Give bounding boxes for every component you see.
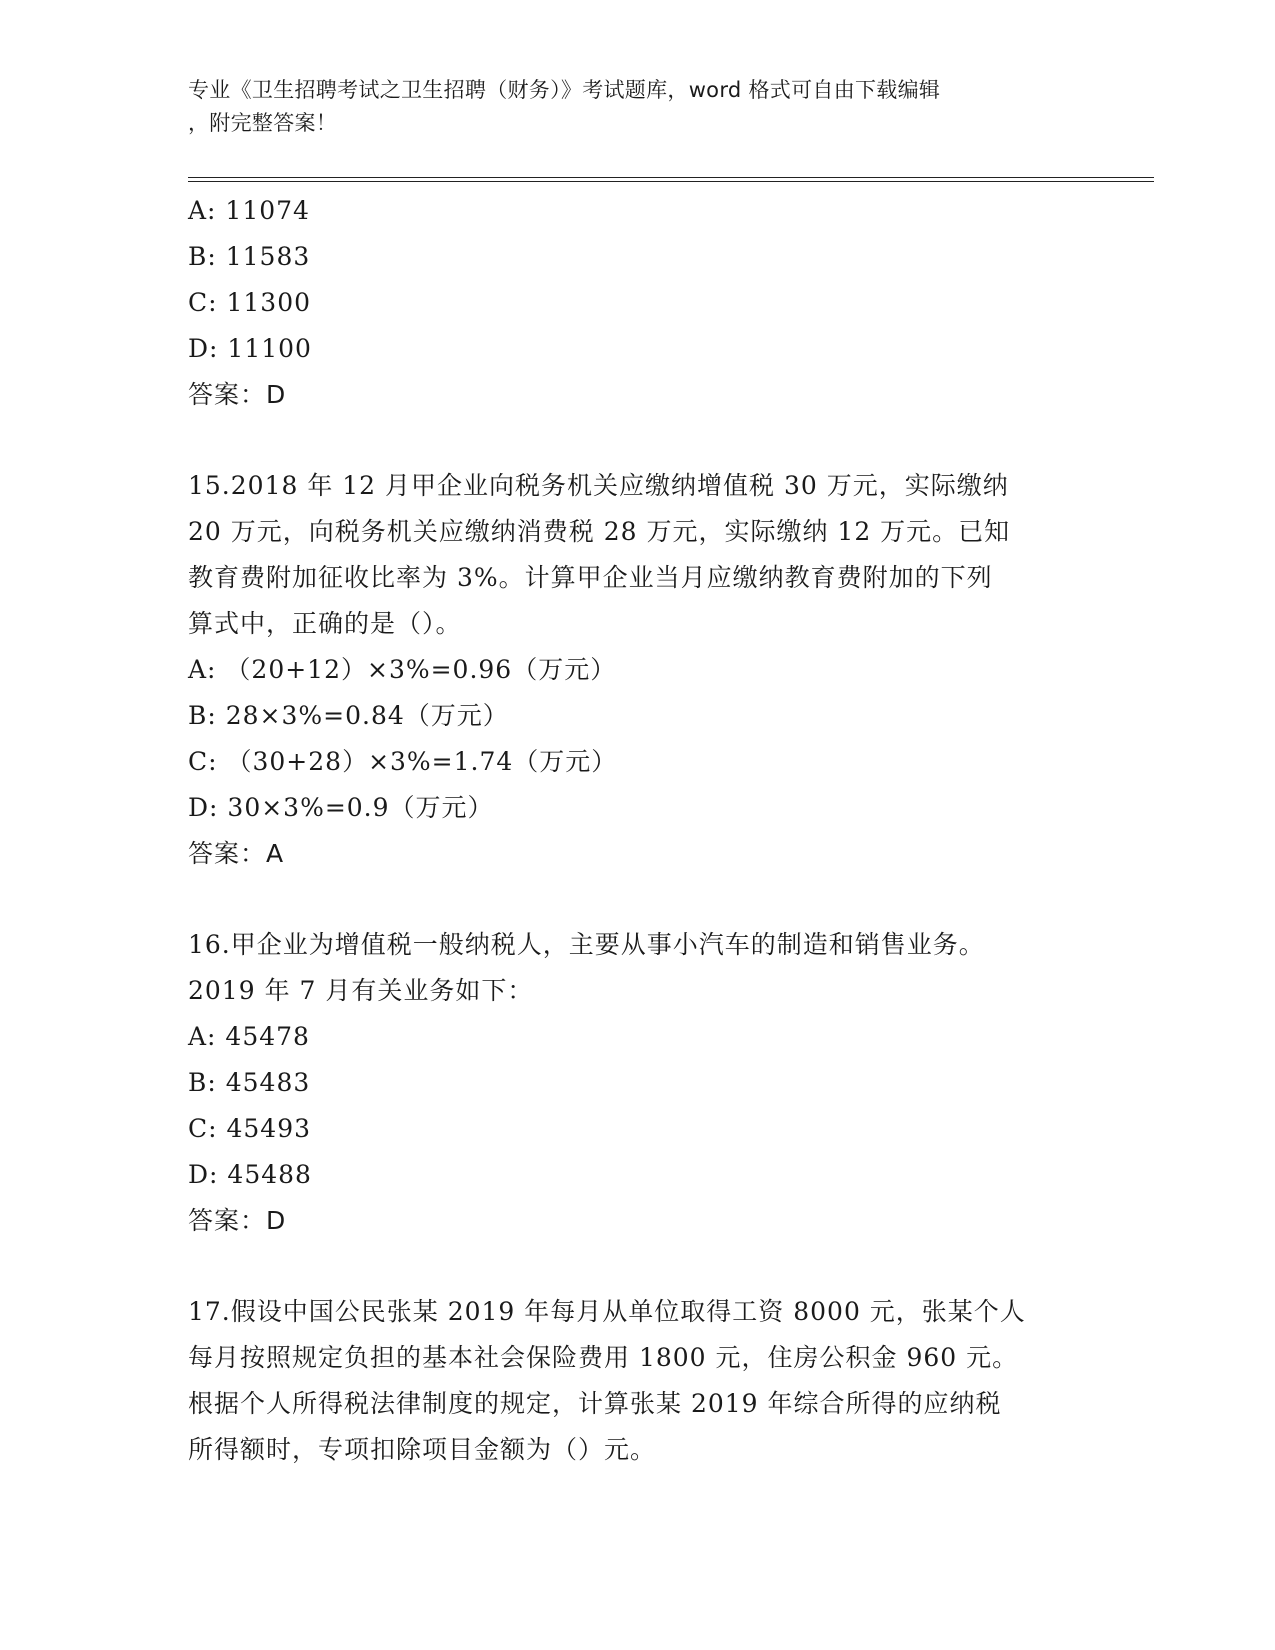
question-text-line: 每月按照规定负担的基本社会保险费用 1800 元，住房公积金 960 元。 [188, 1343, 1019, 1372]
question-16-stem [188, 922, 1088, 1014]
question-text-line: 15.2018 年 12 月甲企业向税务机关应缴纳增值税 30 万元，实际缴纳 [188, 471, 1009, 500]
question-15-options [188, 647, 1088, 831]
option-d: D: 45488 [188, 1160, 312, 1189]
question-17-stem [188, 1289, 1088, 1473]
question-text-line: 2019 年 7 月有关业务如下： [188, 976, 534, 1005]
option-c: C: （30+28）×3%=1.74（万元） [188, 747, 618, 776]
header-divider-top [188, 177, 1154, 178]
option-d: D: 30×3%=0.9（万元） [188, 793, 494, 822]
option-c: C: 45493 [188, 1114, 312, 1143]
header-line-2: ，附完整答案！ [188, 111, 338, 135]
question-15-stem [188, 463, 1088, 647]
question-14-options [188, 188, 1088, 372]
option-b: B: 45483 [188, 1068, 311, 1097]
question-content [188, 188, 1088, 1473]
question-text-line: 算式中，正确的是（）。 [188, 609, 462, 638]
spacer [188, 1244, 1088, 1289]
question-text-line: 教育费附加征收比率为 3%。计算甲企业当月应缴纳教育费附加的下列 [188, 563, 993, 592]
spacer [188, 877, 1088, 922]
option-b: B: 28×3%=0.84（万元） [188, 701, 509, 730]
question-14-answer: 答案：D [188, 380, 287, 409]
document-header [188, 74, 1088, 140]
option-d: D: 11100 [188, 334, 312, 363]
question-text-line: 17.假设中国公民张某 2019 年每月从单位取得工资 8000 元，张某个人 [188, 1297, 1026, 1326]
question-text-line: 根据个人所得税法律制度的规定，计算张某 2019 年综合所得的应纳税 [188, 1389, 1002, 1418]
spacer [188, 418, 1088, 463]
option-a: A: 45478 [188, 1022, 310, 1051]
option-b: B: 11583 [188, 242, 311, 271]
question-text-line: 所得额时，专项扣除项目金额为（）元。 [188, 1435, 657, 1464]
question-16-answer: 答案：D [188, 1206, 287, 1235]
option-a: A: （20+12）×3%=0.96（万元） [188, 655, 617, 684]
option-a: A: 11074 [188, 196, 310, 225]
question-16-options [188, 1014, 1088, 1198]
option-c: C: 11300 [188, 288, 312, 317]
question-text-line: 16.甲企业为增值税一般纳税人，主要从事小汽车的制造和销售业务。 [188, 930, 985, 959]
question-15-answer: 答案：A [188, 839, 285, 868]
question-text-line: 20 万元，向税务机关应缴纳消费税 28 万元，实际缴纳 12 万元。已知 [188, 517, 1011, 546]
header-line-1: 专业《卫生招聘考试之卫生招聘（财务）》考试题库，word 格式可自由下载编辑 [188, 78, 941, 102]
header-divider-bottom [188, 181, 1154, 182]
